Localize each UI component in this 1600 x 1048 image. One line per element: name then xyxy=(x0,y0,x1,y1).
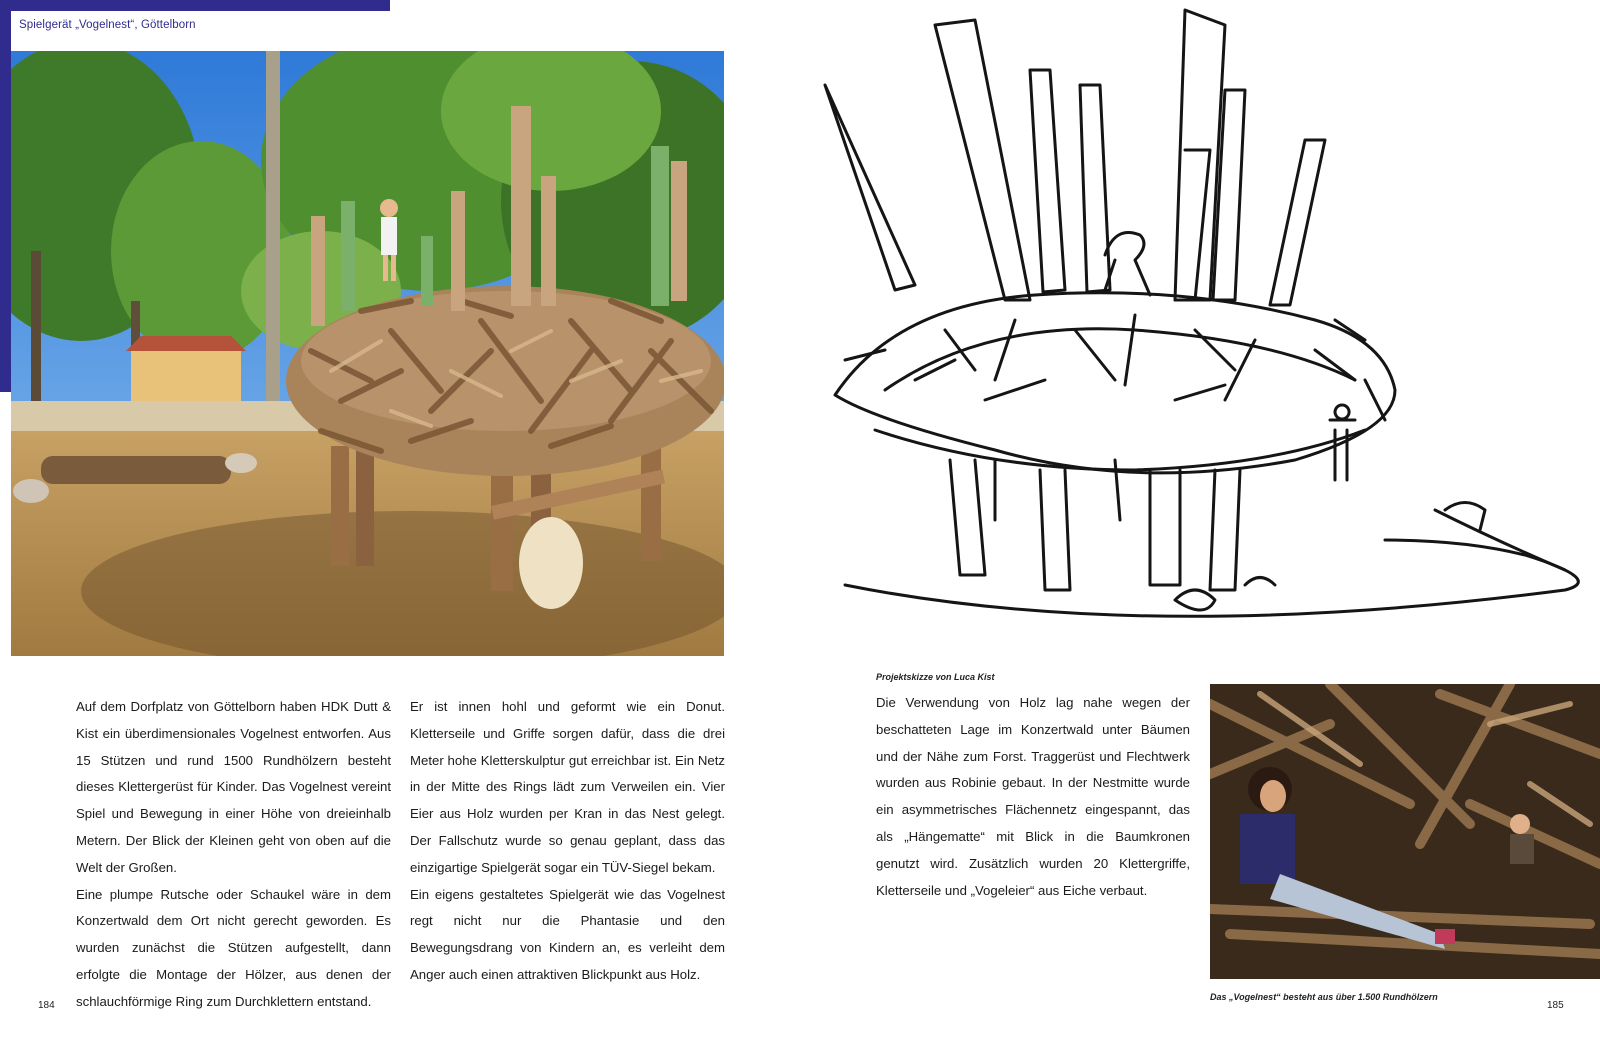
text-column-1 xyxy=(76,694,391,1016)
text-column-3 xyxy=(876,690,1190,904)
paragraph: Er ist innen hohl und geformt wie ein Donut. Kletterseile und Griffe sorgen dafür, dass die drei Meter hohe Kletterskulptur gut erreichbar ist. Ein Netz in der Mitte des Rings lädt zum Verweilen ein. Vier Eier aus Holz wurden per Kran in das Nest gelegt. Der Fallschutz wurde so genau geplant, dass das einzigartige Spielgerät sogar ein TÜV-Siegel bekam. xyxy=(410,699,725,875)
children-photo xyxy=(1210,684,1600,979)
photo-caption: Das „Vogelnest“ besteht aus über 1.500 Rundhölzern xyxy=(1210,992,1438,1002)
project-sketch xyxy=(815,0,1600,660)
page-number-left: 184 xyxy=(38,1000,55,1011)
paragraph: Auf dem Dorfplatz von Göttelborn haben HDK Dutt & Kist ein überdimensionales Vogelnest entworfen. Aus 15 Stützen und rund 1500 Rundhölzern besteht dieses Klettergerüst für Kinder. Das Vogelnest vereint Spiel und Bewegung in einer Höhe von dreieinhalb Metern. Der Blick der Kleinen geht von oben auf die Welt der Großen. xyxy=(76,699,391,875)
paragraph: Eine plumpe Rutsche oder Schaukel wäre in dem Konzertwald dem Ort nicht gerecht geworden. Es wurden zunächst die Stützen aufgestellt, dann erfolgte die Montage der Hölzer, aus denen der schlauchförmige Ring zum Durchklettern entstand. xyxy=(76,886,391,1009)
paragraph: Die Verwendung von Holz lag nahe wegen der beschatteten Lage im Konzertwald unter Bäumen und der Nähe zum Forst. Traggerüst und Flechtwerk wurden aus Robinie gebaut. In der Nestmitte wurde ein asymmetrisches Flächennetz eingespannt, das als „Hängematte“ mit Blick in die Baumkronen genutzt wird. Zusätzlich wurden 20 Klettergriffe, Kletterseile und „Vogeleier“ aus Eiche verbaut. xyxy=(876,695,1190,898)
sketch-caption: Projektskizze von Luca Kist xyxy=(876,672,995,682)
header-bar xyxy=(0,0,390,11)
side-color-band xyxy=(0,0,11,392)
main-photo xyxy=(11,51,724,656)
paragraph: Ein eigens gestaltetes Spielgerät wie das Vogelnest regt nicht nur die Phantasie und den Bewegungsdrang von Kindern an, es verleiht dem Anger auch einen attraktiven Blickpunkt aus Holz. xyxy=(410,886,725,982)
page-number-right: 185 xyxy=(1547,1000,1564,1011)
text-column-2 xyxy=(410,694,725,989)
page-header-title: Spielgerät „Vogelnest“, Göttelborn xyxy=(19,19,196,31)
